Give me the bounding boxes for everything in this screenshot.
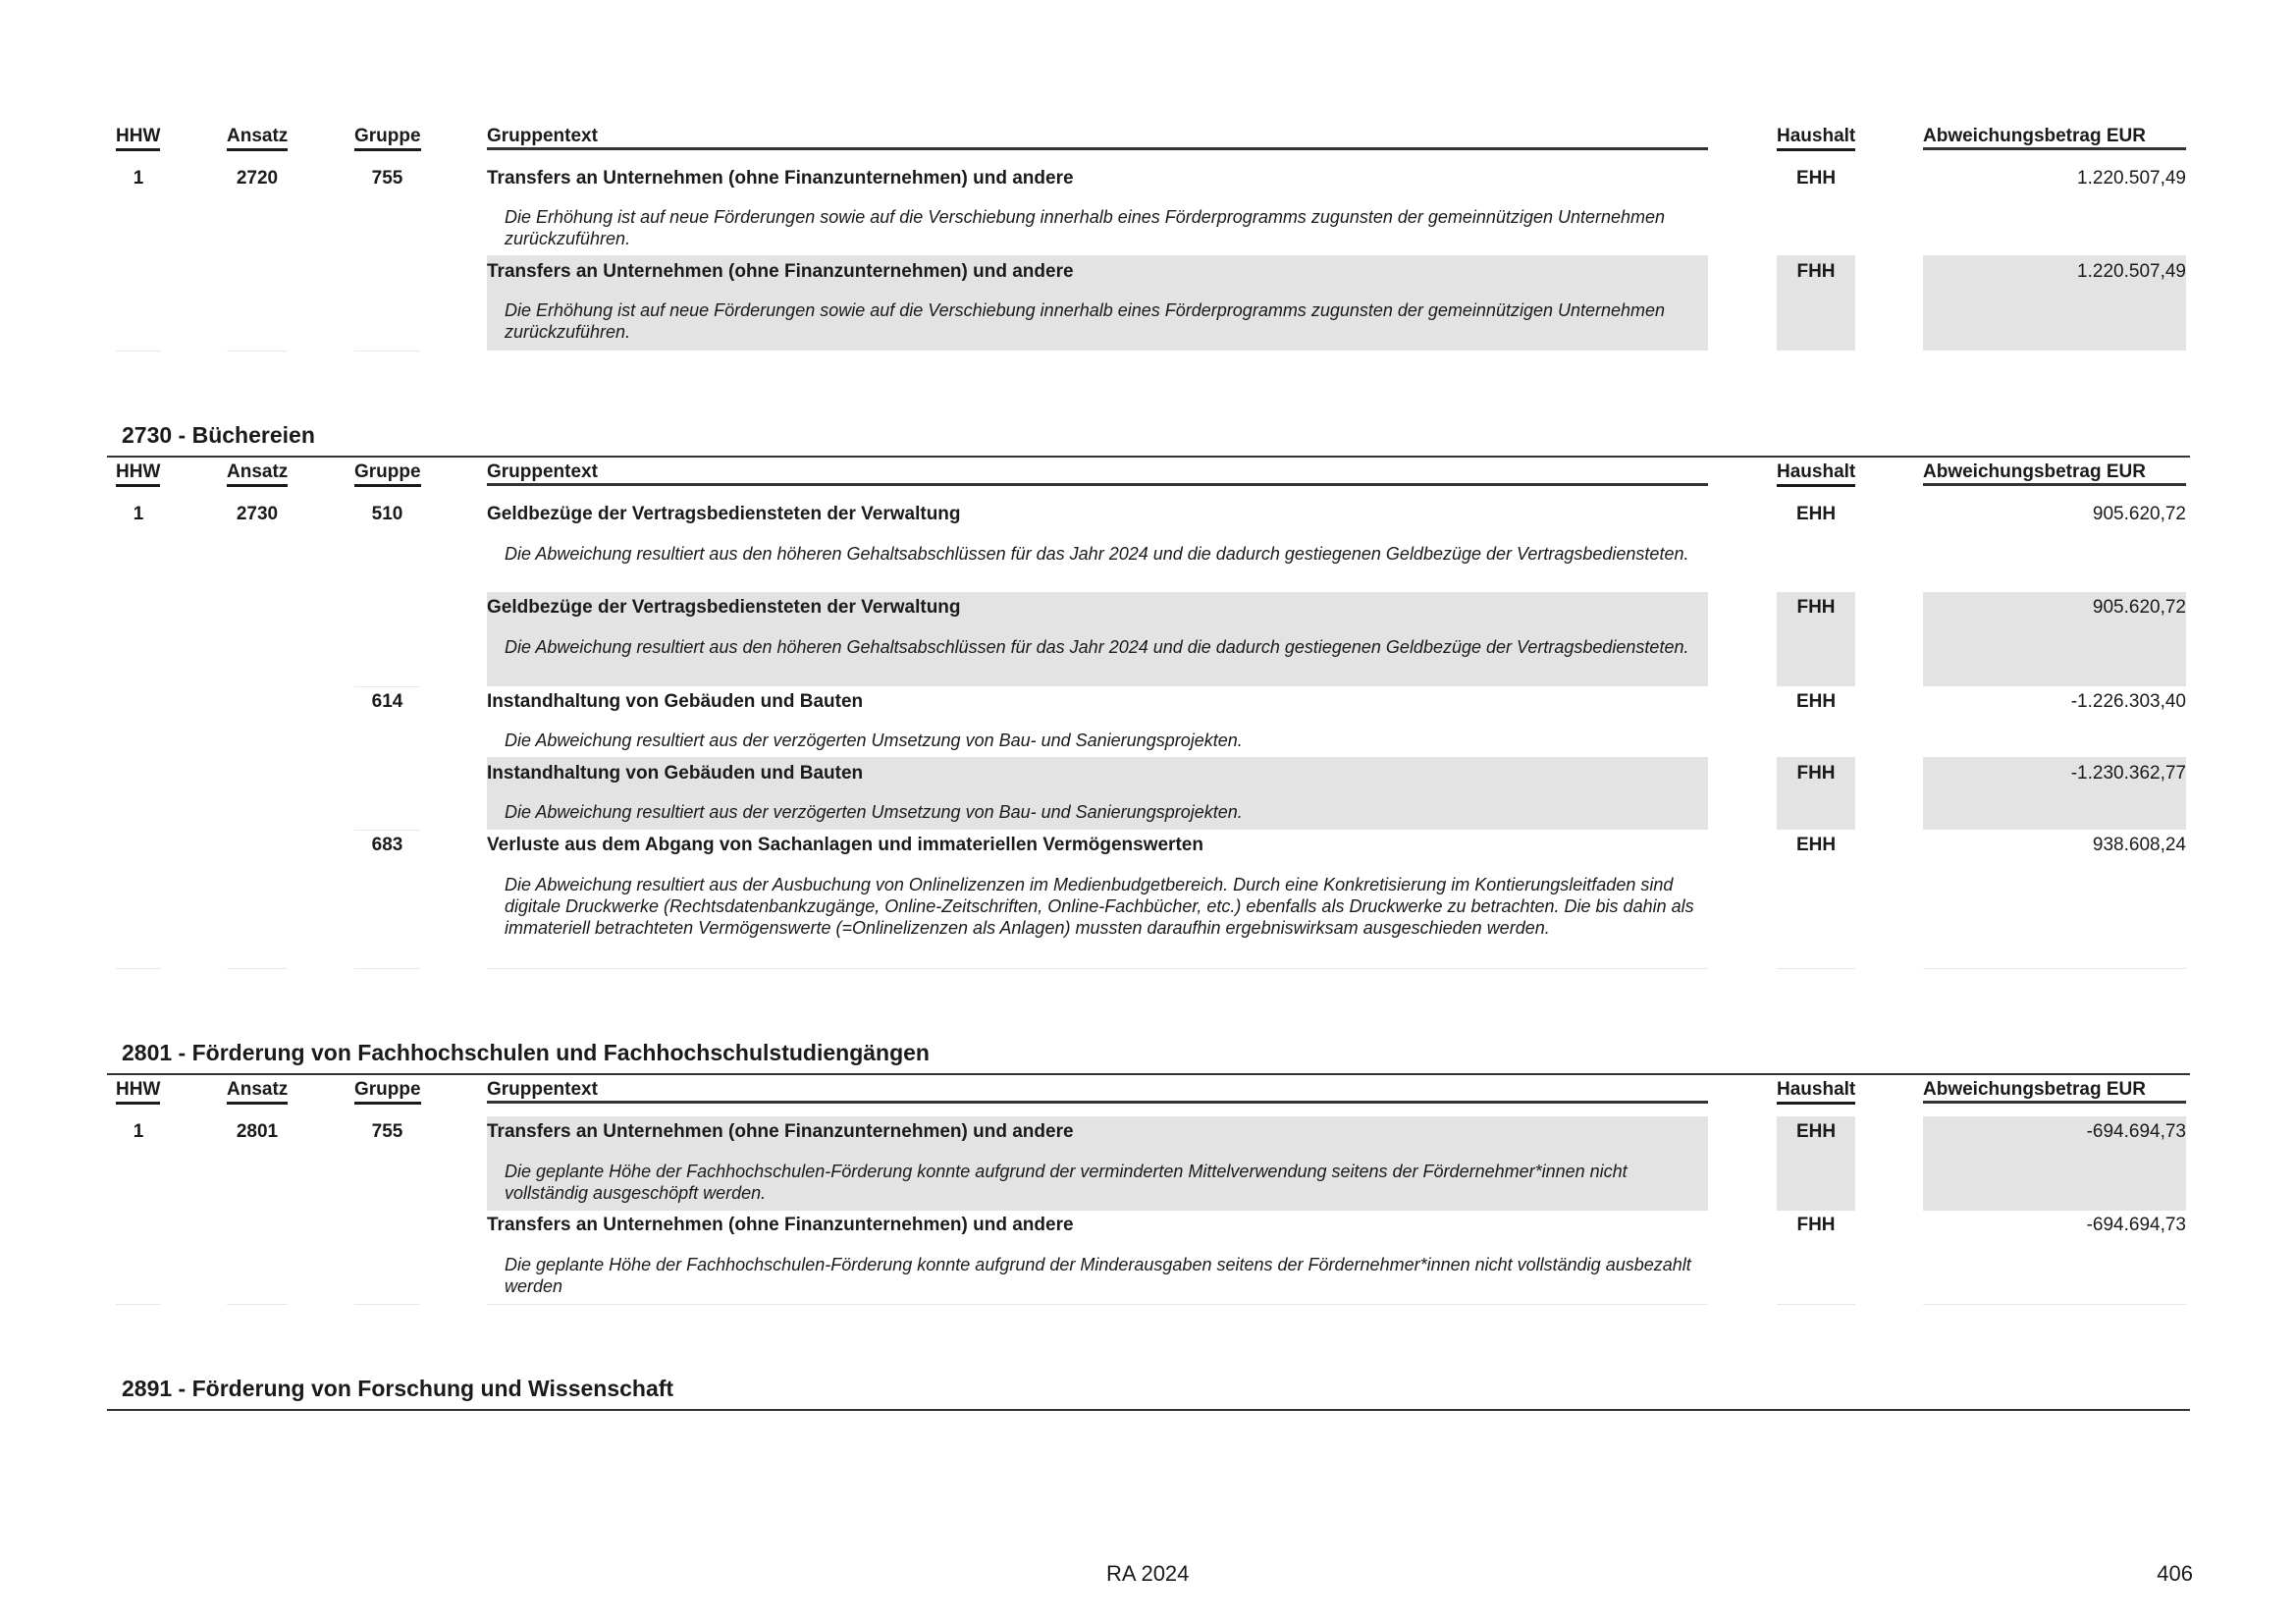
row-separator — [354, 968, 420, 969]
cell-note: Die Abweichung resultiert aus der verzögerten Umsetzung von Bau- und Sanierungsprojekten. — [505, 731, 1243, 750]
col-header-underline — [487, 147, 1708, 150]
col-header-gruppe: Gruppe — [354, 126, 421, 151]
cell-gruppe: 755 — [371, 168, 403, 189]
cell-ansatz: 2730 — [236, 504, 279, 524]
cell-ansatz: 2801 — [236, 1121, 279, 1142]
col-header-haushalt: Haushalt — [1777, 126, 1855, 151]
col-header-hhw: HHW — [116, 461, 160, 487]
cell-amount: -694.694,73 — [2086, 1215, 2186, 1235]
col-header-underline — [487, 1101, 1708, 1104]
cell-amount: 905.620,72 — [2092, 597, 2186, 618]
cell-note: Die Abweichung resultiert aus der Ausbuchung von Onlinelizenzen im Medienbudgetbereich. Durch eine Konkretisierung im Kontierungsleitfaden sind digitale Druckwerke (Rechtsdatenbankzugänge, Online-Zeitschriften, Online-Fachbücher, etc.) ebenfalls als Druckwerke zu betrachten. Die bis dahin als immateriell betrachteten Vermögenswerte (=Onlinelizenzen als Anlagen) mussten daraufhin ergebniswirksam ausgeschieden werden. — [505, 875, 1694, 938]
row-separator — [227, 351, 288, 352]
section-title: 2801 - Förderung von Fachhochschulen und Fachhochschulstudiengängen — [122, 1040, 930, 1065]
row-separator — [1923, 1304, 2186, 1305]
col-header-gruppentext: Gruppentext — [487, 461, 598, 482]
col-header-haushalt: Haushalt — [1777, 1079, 1855, 1105]
cell-gruppentext: Geldbezüge der Vertragsbediensteten der Verwaltung — [487, 597, 961, 618]
col-header-gruppe: Gruppe — [354, 1079, 421, 1105]
cell-gruppentext: Transfers an Unternehmen (ohne Finanzunternehmen) und andere — [487, 168, 1074, 189]
cell-haushalt: FHH — [1796, 597, 1836, 618]
cell-gruppe: 614 — [371, 691, 403, 712]
col-header-underline — [1923, 1101, 2186, 1104]
col-header-underline — [1923, 483, 2186, 486]
col-header-gruppentext: Gruppentext — [487, 1079, 598, 1100]
cell-gruppentext: Transfers an Unternehmen (ohne Finanzunternehmen) und andere — [487, 1215, 1074, 1235]
cell-haushalt: EHH — [1795, 168, 1837, 189]
cell-amount: 905.620,72 — [2092, 504, 2186, 524]
cell-gruppe: 755 — [371, 1121, 403, 1142]
row-separator — [116, 1304, 161, 1305]
row-separator — [354, 351, 420, 352]
cell-gruppentext: Transfers an Unternehmen (ohne Finanzunternehmen) und andere — [487, 261, 1074, 282]
row-separator — [354, 686, 420, 687]
cell-ansatz: 2720 — [236, 168, 279, 189]
page-number: 406 — [2157, 1561, 2193, 1586]
section-title: 2730 - Büchereien — [122, 422, 315, 448]
cell-haushalt: FHH — [1796, 261, 1836, 282]
row-separator — [487, 1304, 1708, 1305]
col-header-underline — [487, 483, 1708, 486]
row-separator — [1777, 968, 1855, 969]
cell-haushalt: FHH — [1796, 763, 1836, 784]
col-header-haushalt: Haushalt — [1777, 461, 1855, 487]
cell-note: Die Abweichung resultiert aus den höheren Gehaltsabschlüssen für das Jahr 2024 und die dadurch gestiegenen Geldbezüge der Vertragsbediensteten. — [505, 637, 1689, 657]
section-rule — [107, 456, 2190, 458]
cell-amount: 1.220.507,49 — [2077, 168, 2186, 189]
col-header-ansatz: Ansatz — [227, 126, 288, 151]
cell-amount: 1.220.507,49 — [2077, 261, 2186, 282]
row-separator — [116, 351, 161, 352]
col-header-underline — [1923, 147, 2186, 150]
cell-haushalt: EHH — [1795, 1121, 1837, 1142]
cell-gruppentext: Verluste aus dem Abgang von Sachanlagen und immateriellen Vermögenswerten — [487, 835, 1203, 855]
row-separator — [354, 1304, 420, 1305]
cell-hhw: 1 — [133, 1121, 144, 1142]
cell-amount: -694.694,73 — [2086, 1121, 2186, 1142]
cell-haushalt: FHH — [1796, 1215, 1836, 1235]
cell-gruppentext: Instandhaltung von Gebäuden und Bauten — [487, 763, 864, 784]
section-rule — [107, 1073, 2190, 1075]
cell-haushalt: EHH — [1795, 835, 1837, 855]
col-header-gruppe: Gruppe — [354, 461, 421, 487]
cell-gruppentext: Transfers an Unternehmen (ohne Finanzunternehmen) und andere — [487, 1121, 1074, 1142]
row-separator — [227, 1304, 288, 1305]
cell-gruppentext: Instandhaltung von Gebäuden und Bauten — [487, 691, 864, 712]
cell-note: Die geplante Höhe der Fachhochschulen-Förderung konnte aufgrund der verminderten Mittelverwendung seitens der Fördernehmer*innen nicht vollständig ausgeschöpft werden. — [505, 1162, 1628, 1203]
cell-amount: -1.230.362,77 — [2070, 763, 2186, 784]
cell-note: Die Abweichung resultiert aus den höheren Gehaltsabschlüssen für das Jahr 2024 und die dadurch gestiegenen Geldbezüge der Vertragsbediensteten. — [505, 544, 1689, 564]
cell-hhw: 1 — [133, 504, 144, 524]
cell-hhw: 1 — [133, 168, 144, 189]
col-header-ansatz: Ansatz — [227, 1079, 288, 1105]
col-header-hhw: HHW — [116, 126, 160, 151]
col-header-abweichung: Abweichungsbetrag EUR — [1923, 126, 2146, 146]
section-rule — [107, 1409, 2190, 1411]
cell-amount: 938.608,24 — [2092, 835, 2186, 855]
row-separator — [354, 830, 420, 831]
cell-amount: -1.226.303,40 — [2070, 691, 2186, 712]
row-separator — [487, 968, 1708, 969]
cell-haushalt: EHH — [1795, 504, 1837, 524]
cell-gruppe: 510 — [371, 504, 403, 524]
cell-note: Die Erhöhung ist auf neue Förderungen sowie auf die Verschiebung innerhalb eines Förderprogramms zugunsten der gemeinnützigen Unternehmen zurückzuführen. — [505, 300, 1666, 342]
row-separator — [227, 968, 288, 969]
cell-haushalt: EHH — [1795, 691, 1837, 712]
cell-note: Die Abweichung resultiert aus der verzögerten Umsetzung von Bau- und Sanierungsprojekten. — [505, 802, 1243, 822]
col-header-ansatz: Ansatz — [227, 461, 288, 487]
row-separator — [116, 968, 161, 969]
cell-note: Die Erhöhung ist auf neue Förderungen sowie auf die Verschiebung innerhalb eines Förderprogramms zugunsten der gemeinnützigen Unternehmen zurückzuführen. — [505, 207, 1666, 248]
col-header-abweichung: Abweichungsbetrag EUR — [1923, 461, 2146, 482]
section-title: 2891 - Förderung von Forschung und Wissenschaft — [122, 1376, 674, 1401]
col-header-gruppentext: Gruppentext — [487, 126, 598, 146]
col-header-abweichung: Abweichungsbetrag EUR — [1923, 1079, 2146, 1100]
col-header-hhw: HHW — [116, 1079, 160, 1105]
footer-document: RA 2024 — [1106, 1561, 1190, 1586]
cell-gruppentext: Geldbezüge der Vertragsbediensteten der Verwaltung — [487, 504, 961, 524]
row-separator — [1777, 1304, 1855, 1305]
cell-gruppe: 683 — [371, 835, 403, 855]
cell-note: Die geplante Höhe der Fachhochschulen-Förderung konnte aufgrund der Minderausgaben seitens der Fördernehmer*innen nicht vollständig ausbezahlt werden — [505, 1255, 1691, 1296]
row-separator — [1923, 968, 2186, 969]
